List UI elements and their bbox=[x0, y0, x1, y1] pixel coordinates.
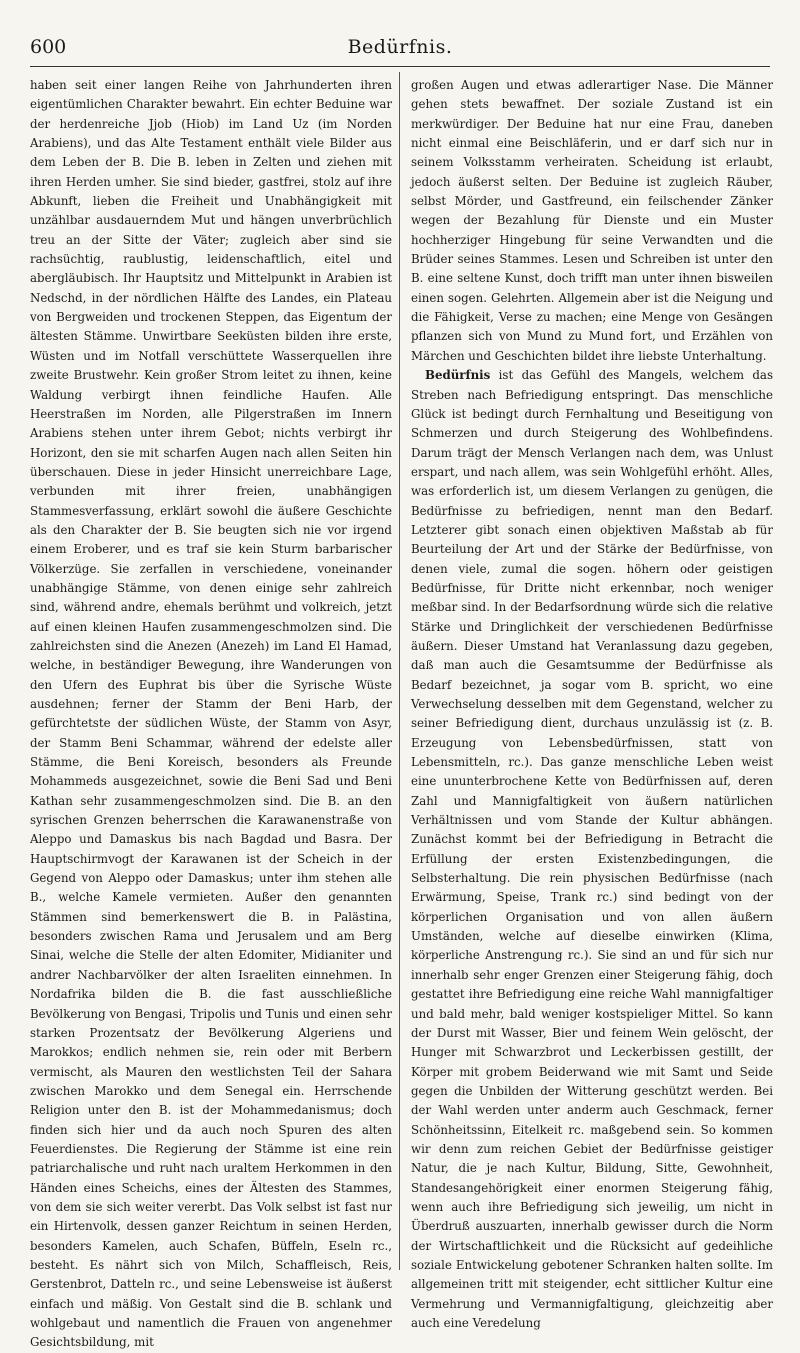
entry-beduerfnis bbox=[411, 366, 773, 1333]
page-number: 600 bbox=[30, 36, 67, 58]
beduinen-paragraph-continued: großen Augen und etwas adlerartiger Nase. Die Männer gehen stets bewaffnet. Der soziale Zustand ist ein merkwürdiger. Der Beduine hat nur eine Frau, daneben nicht einmal eine Beischläferin, und er darf sich nur in seinem Volksstamm verheiraten. Scheidung ist erlaubt, jedoch äußerst selten. Der Beduine ist zugleich Räuber, selbst Mörder, und Gastfreund, ein feilschender Zänker wegen der Bezahlung für Dienste und ein Muster hochherziger Hingebung für seine Verwandten und die Brüder seines Stammes. Lesen und Schreiben ist unter den B. eine seltene Kunst, doch trifft man unter ihnen bisweilen einen sogen. Gelehrten. Allgemein aber ist die Neigung und die Fähigkeit, Verse zu machen; eine Menge von Gesängen pflanzen sich von Mund zu Mund fort, und Erzählen von Märchen und Geschichten bildet ihre liebste Unterhaltung. bbox=[411, 78, 773, 363]
left-column bbox=[30, 76, 392, 1350]
running-head: Bedürfnis. bbox=[347, 36, 453, 58]
column-divider bbox=[399, 72, 400, 1270]
beduinen-paragraph: haben seit einer langen Reihe von Jahrhunderten ihren eigentümlichen Charakter bewahrt. Ein echter Beduine war der herdenreiche Jjob (Hiob) im Land Uz (im Norden Arabiens), und das Alte Testament enthält viele Bilder aus dem Leben der B. Die B. leben in Zelten und ziehen mit ihren Herden umher. Sie sind bieder, gastfrei, stolz auf ihre Abkunft, lieben die Freiheit und Unabhängigkeit mit unzählbar ausdauerndem Mut und hängen unverbrüchlich treu an der Sitte der Väter; zugleich aber sind sie rachsüchtig, raublustig, leidenschaftlich, eitel und abergläubisch. Ihr Hauptsitz und Mittelpunkt in Arabien ist Nedschd, in der nördlichen Hälfte des Landes, ein Plateau von Bergweiden und trockenen Steppen, das Eigentum der ältesten Stämme. Unwirtbare Seeküsten bilden ihre erste, Wüsten und im Notfall verschüttete Wasserquellen ihre zweite Brustwehr. Kein großer Strom leitet zu ihnen, keine Waldung verbirgt ihnen feindliche Haufen. Alle Heerstraßen im Norden, alle Pilgerstraßen im Innern Arabiens stehen unter ihrem Gebot; nichts verbirgt ihr Horizont, den sie mit scharfen Augen nach allen Seiten hin überschauen. Diese in jeder Hinsicht unerreichbare Lage, verbunden mit ihrer freien, unabhängigen Stammesverfassung, erklärt sowohl die äußere Geschichte als den Charakter der B. Sie beugten sich nie vor irgend einem Eroberer, und es traf sie kein Sturm barbarischer Völkerzüge. Sie zerfallen in verschiedene, voneinander unabhängige Stämme, von denen einige sehr zahlreich sind, während andre, ehemals berühmt und volkreich, jetzt auf einen kleinen Haufen zusammengeschmolzen sind. Die zahlreichsten sind die Anezen (Anezeh) im Land El Hamad, welche, in beständiger Bewegung, ihre Wanderungen von den Ufern des Euphrat bis über die Syrische Wüste ausdehnen; ferner der Stamm der Beni Harb, der gefürchtetste der südlichen Wüste, der Stamm von Asyr, der Stamm Beni Schammar, während der edelste aller Stämme, die Beni Koreisch, besonders als Freunde Mohammeds ausgezeichnet, sowie die Beni Sad und Beni Kathan sehr zusammengeschmolzen sind. Die B. an den syrischen Grenzen beherrschen die Karawanenstraße von Aleppo und Damaskus bis nach Bagdad und Basra. Der Hauptschirmvogt der Karawanen ist der Scheich in der Gegend von Aleppo oder Damaskus; unter ihm stehen alle B., welche Kamele vermieten. Außer den genannten Stämmen sind bemerkenswert die B. in Palästina, besonders zwischen Rama und Jerusalem und am Berg Sinai, welche die Stelle der alten Edomiter, Midianiter und andrer Nachbarvölker der alten Israeliten einnehmen. In Nordafrika bilden die B. die fast ausschließliche Bevölkerung von Bengasi, Tripolis und Tunis und einen sehr starken Prozentsatz der Bevölkerung Algeriens und Marokkos; endlich nehmen sie, rein oder mit Berbern vermischt, als Mauren den westlichsten Teil der Sahara zwischen Marokko und dem Senegal ein. Herrschende Religion unter den B. ist der Mohammedanismus; doch finden sich hier und da auch noch Spuren des alten Feuerdienstes. Die Regierung der Stämme ist eine rein patriarchalische und ruht nach uraltem Herkommen in den Händen eines Scheichs, eines der Ältesten des Stammes, von dem sie sich weiter vererbt. Das Volk selbst ist fast nur ein Hirtenvolk, dessen ganzer Reichtum in seinen Herden, besonders Kamelen, auch Schafen, Büffeln, Eseln rc., besteht. Es nährt sich von Milch, Schaffleisch, Reis, Gerstenbrot, Datteln rc., und seine Lebensweise ist äußerst einfach und mäßig. Von Gestalt sind die B. schlank und wohlgebaut und namentlich die Frauen von angenehmer Gesichtsbildung, mit bbox=[30, 78, 392, 1350]
page-header bbox=[30, 30, 770, 70]
header-rule bbox=[30, 66, 770, 67]
entry-text: ist das Gefühl des Mangels, welchem das Streben nach Befriedigung entspringt. Das menschliche Glück ist bedingt durch Fernhaltung und Beseitigung von Schmerzen und durch Steigerung des Wohlbefindens. Darum trägt der Mensch Verlangen nach dem, was Unlust erspart, und nach allem, was sein Wohlgefühl erhöht. Alles, was erforderlich ist, um diesem Verlangen zu genügen, die Bedürfnisse zu befriedigen, nennt man den Bedarf. Letzterer gibt sonach einen objektiven Maßstab ab für Beurteilung der Art und der Stärke der Bedürfnisse, von denen viele, zumal die sogen. höhern oder geistigen Bedürfnisse, für Dritte nicht erkennbar, noch weniger meßbar sind. In der Bedarfsordnung würde sich die relative Stärke und Dringlichkeit der verschiedenen Bedürfnisse äußern. Dieser Umstand hat Veranlassung dazu gegeben, daß man auch die Gesamtsumme der Bedürfnisse als Bedarf bezeichnet, ja sogar vom B. spricht, wo eine Verwechselung desselben mit dem Gegenstand, welcher zu seiner Befriedigung dient, durchaus unzulässig ist (z. B. Erzeugung von Lebensbedürfnissen, statt von Lebensmitteln, rc.). Das ganze menschliche Leben weist eine ununterbrochene Kette von Bedürfnissen auf, deren Zahl und Mannigfaltigkeit von äußern natürlichen Verhältnissen und vom Stande der Kultur abhängen. Zunächst kommt bei der Befriedigung in Betracht die Erfüllung der ersten Existenzbedingungen, die Selbsterhaltung. Die rein physischen Bedürfnisse (nach Erwärmung, Speise, Trank rc.) sind bedingt von der körperlichen Organisation und von allen äußern Umständen, welche auf dieselbe einwirken (Klima, körperliche Anstrengung rc.). Sie sind an und für sich nur innerhalb sehr enger Grenzen einer Steigerung fähig, doch gestattet ihre Befriedigung eine reiche Wahl mannigfaltiger und bald mehr, bald weniger kostspieliger Mittel. So kann der Durst mit Wasser, Bier und feinem Wein gelöscht, der Hunger mit Schwarzbrot und Leckerbissen gestillt, der Körper mit grobem Beiderwand wie mit Samt und Seide gegen die Unbilden der Witterung geschützt werden. Bei der Wahl werden unter anderm auch Geschmack, ferner Schönheitssinn, Eitelkeit rc. maßgebend sein. So kommen wir denn zum reichen Gebiet der Bedürfnisse geistiger Natur, die je nach Kultur, Bildung, Sitte, Gewohnheit, Standesangehörigkeit einer enormen Steigerung fähig, wenn auch ihre Befriedigung sich jeweilig, um nicht in Überdruß auszuarten, innerhalb gewisser durch die Norm der Wirtschaftlichkeit und die Rücksicht auf gedeihliche soziale Entwickelung gebotener Schranken halten sollte. Im allgemeinen tritt mit steigender, echt sittlicher Kultur eine Vermehrung und Vermannigfaltigung, gleichzeitig aber auch eine Veredelung bbox=[411, 368, 773, 1330]
right-column bbox=[411, 76, 773, 1330]
entry-headword: Bedürfnis bbox=[425, 368, 491, 383]
